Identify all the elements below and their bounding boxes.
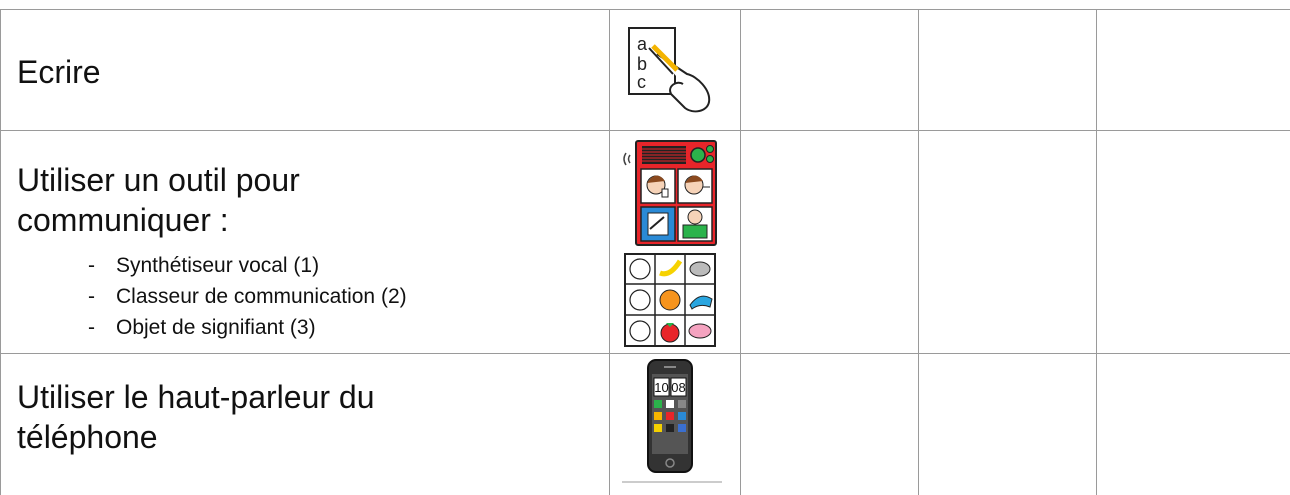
row-label-ecrire: Ecrire [17,54,101,90]
communication-board-icon [624,253,716,347]
column-divider [740,9,741,495]
phone-hour: 10 [654,380,669,395]
svg-text:b: b [637,54,648,74]
tool-list [88,250,407,343]
table-border-left [0,9,1,495]
svg-text:a: a [637,34,648,54]
column-divider [918,9,919,495]
column-divider [1096,9,1097,495]
phone-minute: 08 [671,380,686,395]
row-label-outil-line2: communiquer : [17,202,229,238]
row-label-telephone-line1: Utiliser le haut-parleur du [17,379,375,415]
list-item: - Objet de signifiant (3) [88,312,407,343]
svg-text:c: c [637,72,646,92]
column-divider [609,9,610,495]
list-item: - Synthétiseur vocal (1) [88,250,407,281]
list-item: - Classeur de communication (2) [88,281,407,312]
row-label-outil-line1: Utiliser un outil pour [17,162,300,198]
row-label-telephone-line2: téléphone [17,419,158,455]
voice-synthesizer-icon [620,137,720,249]
smartphone-icon [620,358,724,484]
writing-hand-icon [627,24,715,116]
